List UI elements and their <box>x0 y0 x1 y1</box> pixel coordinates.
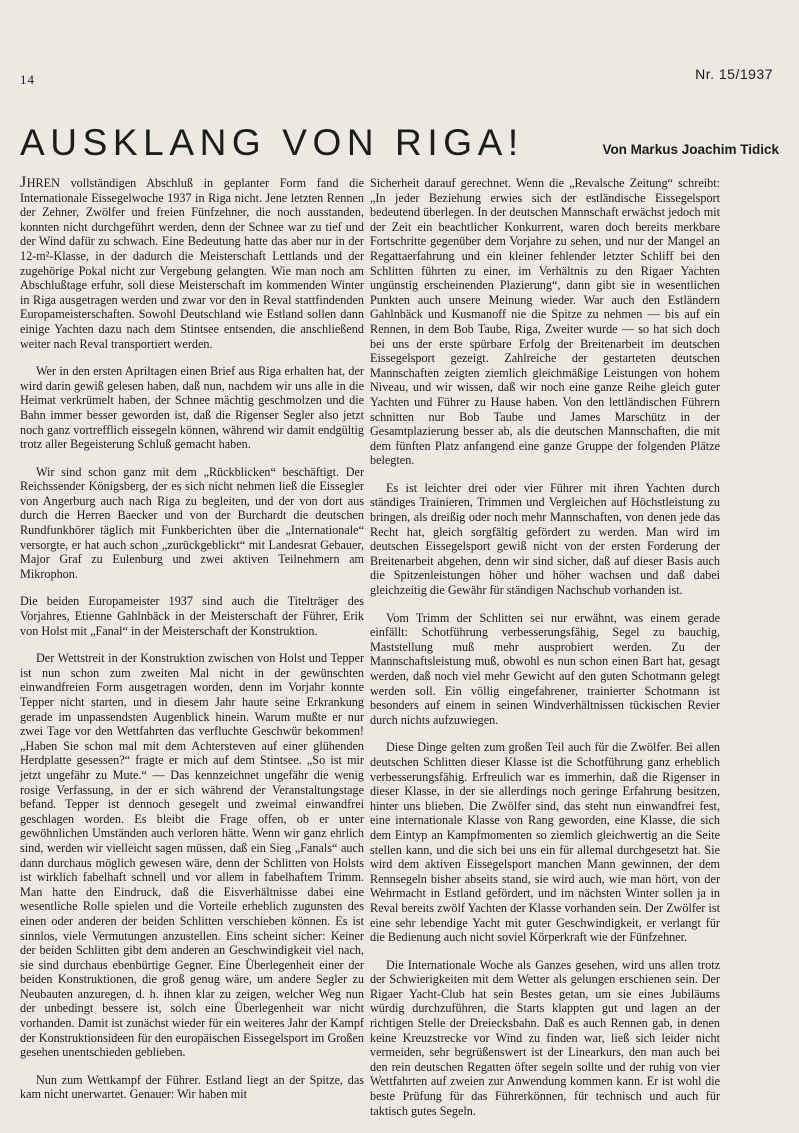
paragraph: Es ist leichter drei oder vier Führer mit ihren Yachten durch ständiges Trainieren, Trimmen und Vergleichen auf Höchstleistung zu bringen, als dreißig oder noch mehr Mannschaften, von denen jede das Recht hat, gleich sorgfältig gefördert zu werden. Man wird im deutschen Eissegelsport gewiß nicht von der ersten Forderung der Breitenarbeit abgehen, denn wir sind sicher, daß auf dieser Basis auch die Spitzenleistungen höher und höher wachsen und daß dabei gleichzeitig die Gewähr für ständigen Nachschub vorhanden ist. <box>370 480 720 598</box>
page-number: 14 <box>20 72 35 87</box>
article-author: Von Markus Joachim Tidick <box>602 142 779 157</box>
paragraph: Die Internationale Woche als Ganzes gesehen, wird uns allen trotz der Schwierigkeiten mit dem Wetter als gelungen erschienen sein. Der Rigaer Yacht-Club hat sein Bestes getan, um sie eines Jubiläums würdig durchzuführen, die Starts klappten gut und lagen an der richtigen Stelle der Dreiecksbahn. Daß es auch Rennen gab, in denen keine Kreuzstrecke vor Wind zu finden war, ließ sich leider nicht vermeiden, sehr begrüßenswert ist der Linearkurs, den man auch bei den rein deutschen Regatten öfter segeln sollte und der ruhig von vier Wettfahrten auf zweien zur Anwendung kommen kann. Er ist wohl die beste Prüfung für das Führerkönnen, für technisch und auch für taktisch gutes Segeln. <box>370 957 720 1118</box>
paragraph: Vom Trimm der Schlitten sei nur erwähnt, was einem gerade einfällt: Schotführung verbesserungsfähig, Segel zu bauchig, Maststellung muß mehr ausprobiert werden. Zu der Mannschaftsleistung muß, obwohl es nun schon einen Bart hat, gesagt werden, daß noch viel mehr Gewicht auf den guten Schotmann gelegt werden soll. Ein völlig eingefahrener, trainierter Schotmann ist besonders auf einem in seinen Windverhältnissen tückischen Revier durch nichts aufzuwiegen. <box>370 610 720 727</box>
paragraph: Sicherheit darauf gerechnet. Wenn die „Revalsche Zeitung“ schreibt: „In jeder Beziehung erwies sich der estländische Eissegelsport bedeutend überlegen. In der deutschen Mannschaft erwächst jedoch mit der Zeit ein beachtlicher Konkurrent, waren doch bereits merkbare Fortschritte gegenüber dem Vorjahre zu sehen, und nur der Mangel an Regattaerfahrung und ein kleiner fehlender letzter Schliff bei den Schlitten führten zu einer, im Verhältnis zu den Rigaer Yachten ungünstig erscheinenden Plazierung“, dann gibt sie in wesentlichen Punkten auch unsere Meinung wieder. War auch den Estländern Gahlnbäck und Kusmanoff nie die Spitze zu nehmen — bis auf ein Rennen, in dem Bob Taube, Riga, Zweiter wurde — so hat sich doch bei uns der erste spürbare Erfolg der Breitenarbeit im deutschen Eissegelsport gezeigt. Zahlreiche der gestarteten deutschen Mannschaften zeigten ziemlich gleichmäßige Leistungen von hohem Niveau, und wir wissen, daß wir noch eine ganze Reihe gleich guter Yachten und Führer zu Hause haben. Von den lettländischen Führern schnitten nur Bob Taube und James Marschütz in der Gesamtplazierung besser ab, als die deutschen Mannschaften, die mit dem fünften Platz anfangend eine ganze Gruppe der folgenden Plätze belegten. <box>370 176 720 468</box>
right-column <box>370 176 720 1131</box>
paragraph: Nun zum Wettkampf der Führer. Estland liegt an der Spitze, das kam nicht unerwartet. Genauer: Wir haben mit <box>20 1072 364 1102</box>
paragraph: Wir sind schon ganz mit dem „Rückblicken“ beschäftigt. Der Reichssender Königsberg, der es sich nicht nehmen ließ die Eissegler von Angerburg auch nach Riga zu begleiten, und der von dort aus durch die Herren Baecker und von der Burchardt die deutschen Rundfunkhörer täglich mit Funkberichten über die „Internationale“ versorgte, er hat auch schon „zurückgeblickt“ mit Landesrat Gebauer, Major Graf zu Eulenburg und zwei aktiven Teilnehmern am Mikrophon. <box>20 464 364 581</box>
article-title: AUSKLANG VON RIGA! <box>20 122 524 163</box>
issue-number: Nr. 15/1937 <box>695 66 773 82</box>
paragraph-text: HREN vollständigen Abschluß in geplanter Form fand die Internationale Eissegelwoche 1937 in Riga nicht. Jene letzten Rennen der Zehner, Zwölfer und freien Fünfzehner, die noch ausstanden, konnten nicht durchgeführt werden, denn der Schnee war zu tief und der Wind dafür zu schwach. Eine Bedeutung hatte das aber nur in der 12-m²-Klasse, in der dadurch die Meisterschaft Lettlands und der zugehörige Pokal nicht zur Vergebung gelangten. Wie man noch am Abschlußtage erfuhr, soll diese Meisterschaft im kommenden Winter in Riga ausgetragen werden und zwar vor den in Reval stattfindenden Europameisterschaften. Sowohl Deutschland wie Estland sollen dann einige Yachten dazu nach dem Stintsee entsenden, die anschließend weiter nach Reval transportiert werden. <box>20 176 364 351</box>
left-column <box>20 176 364 1115</box>
paragraph <box>20 176 364 351</box>
paragraph: Der Wettstreit in der Konstruktion zwischen von Holst und Tepper ist nun schon zum zweiten Mal nicht in der gewünschten einwandfreien Form ausgetragen worden, denn im Vorjahr konnte Tepper nicht starten, und in diesem Jahr haute seine Erkrankung gerade im unpassendsten Augenblick hinein. Warum mußte er nur zwei Tage vor den Wettfahrten das verfluchte Geschwür bekommen! „Haben Sie schon mal mit dem Achtersteven auf einer glühenden Herdplatte gesessen?“ fragte er mich auf dem Stintsee. „So ist mir jetzt ungefähr zu Mute.“ — Das kennzeichnet ungefähr die wenig rosige Verfassung, in der er sich während der Veranstaltungstage befand. Tepper ist dennoch gesegelt und zweimal einwandfrei geschlagen worden. Es bleibt die Frage offen, ob er unter gewöhnlichen Umständen auch verloren hätte. Wenn wir ganz ehrlich sind, werden wir vielleicht sagen müssen, daß ein Sieg „Fanals“ auch dann durchaus möglich gewesen wäre, denn der Schlitten von Holsts ist wirklich fabelhaft schnell und vor allem in fabelhaftem Trimm. Man hatte den Eindruck, daß die Eisverhältnisse dabei eine wesentliche Rolle spielen und die Vorteile erheblich zugunsten des einen oder anderen der beiden Schlitten verschieben können. Es ist sinnlos, viele Vermutungen anzustellen. Eins scheint sicher: Keiner der beiden Schlitten gibt dem anderen an Geschwindigkeit viel nach, sie sind durchaus ebenbürtige Gegner. Eine Überlegenheit einer der beiden Konstruktionen, die groß genug wäre, um andere Segler zu Neubauten anzuregen, d. h. ihnen klar zu zeigen, welcher Weg nun der unbedingt bessere ist, solch eine Überlegenheit war nicht vorhanden. Damit ist zunächst wieder für ein weiteres Jahr der Kampf der Konstruktionsideen für den europäischen Eissegelsport im Großen gesehen unentschieden geblieben. <box>20 651 364 1060</box>
paragraph: Die beiden Europameister 1937 sind auch die Titelträger des Vorjahres, Etienne Gahlnbäck in der Meisterschaft der Führer, Erik von Holst mit „Fanal“ in der Meisterschaft der Konstruktion. <box>20 594 364 638</box>
paragraph: Diese Dinge gelten zum großen Teil auch für die Zwölfer. Bei allen deutschen Schlitten dieser Klasse ist die Schotführung ganz erheblich verbesserungsfähig. Erfreulich war es immerhin, daß die Rigenser in dieser Klasse, in der sie allerdings noch geringe Erfahrung besitzen, hinter uns blieben. Die Zwölfer sind, das steht nun einwandfrei fest, eine internationale Klasse von Rang geworden, eine Klasse, die sich dem Eintyp an Kampfmomenten so ziemlich gleichwertig an die Seite stellen kann, und die sich bei uns ein für allemal durchgesetzt hat. Sie wird dem aktiven Eissegelsport manchen Mann gewinnen, der dem Rennsegeln bisher abseits stand, sie wird auch, wie man hört, von der Wehrmacht in Estland gefördert, und im nächsten Winter sollen ja in Reval bereits zwölf Yachten der Klasse vorhanden sein. Der Zwölfer ist eine sehr lebendige Yacht mit guter Geschwindigkeit, er verlangt für die Bedienung auch nicht soviel Körperkraft wie der Fünfzehner. <box>370 740 720 945</box>
drop-cap: J <box>20 174 27 191</box>
paragraph: Wer in den ersten Apriltagen einen Brief aus Riga erhalten hat, der wird darin gewiß gelesen haben, daß nun, nachdem wir uns alle in die Heimat verkrümelt haben, der Schnee mächtig geschmolzen und die Bahn immer besser geworden ist, daß die Rigenser Segler also jetzt noch ganz vortrefflich eissegeln können, während wir damit endgültig trotz aller Begeisterung Schluß gemacht haben. <box>20 364 364 452</box>
